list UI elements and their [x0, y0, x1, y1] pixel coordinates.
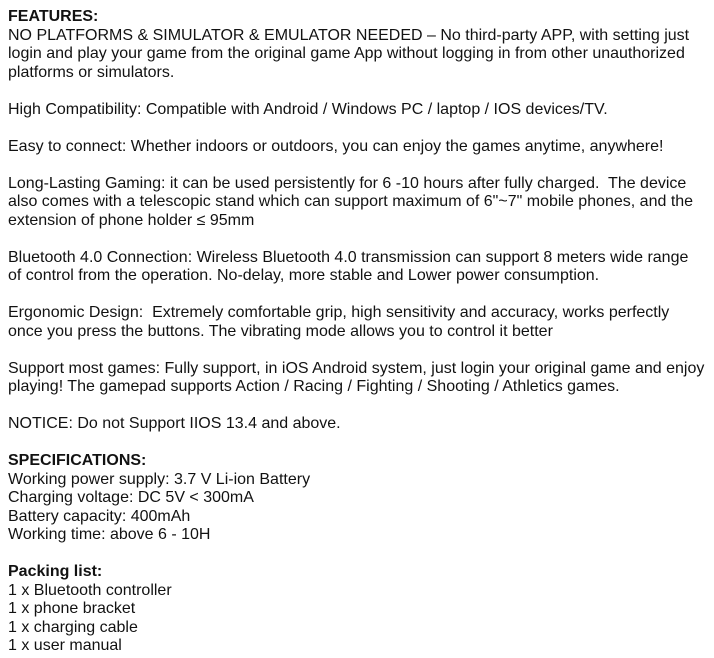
features-section	[8, 8, 709, 434]
feature-no-platforms-needed: NO PLATFORMS & SIMULATOR & EMULATOR NEEDED – No third-party APP, with setting just login and play your game from the original game App without logging in from other unauthorized platforms or simulators.	[8, 26, 694, 81]
feature-support-most-games: Support most games: Fully support, in iOS Android system, just login your original game and enjoy playing! The gamepad supports Action / Racing / Fighting / Shooting / Athletics games.	[8, 359, 709, 395]
packing-list-section	[8, 563, 706, 656]
feature-ergonomic-design: Ergonomic Design: Extremely comfortable grip, high sensitivity and accuracy, works perfectly once you press the buttons. The vibrating mode allows you to control it better	[8, 304, 674, 340]
packing-item-user-manual: 1 x user manual	[8, 637, 122, 654]
packing-item-bluetooth-controller: 1 x Bluetooth controller	[8, 581, 172, 599]
spec-working-time: Working time: above 6 - 10H	[8, 526, 211, 543]
feature-long-lasting-gaming: Long-Lasting Gaming: it can be used persistently for 6 -10 hours after fully charged. The device also comes with a telescopic stand which can support maximum of 6"~7" mobile phones, and the extension of phone holder ≤ 95mm	[8, 174, 698, 229]
feature-high-compatibility: High Compatibility: Compatible with Android / Windows PC / laptop / IOS devices/TV.	[8, 100, 608, 118]
feature-easy-to-connect: Easy to connect: Whether indoors or outdoors, you can enjoy the games anytime, anywhere!	[8, 137, 664, 155]
specifications-heading: SPECIFICATIONS:	[8, 452, 147, 469]
features-heading: FEATURES:	[8, 8, 99, 25]
spec-working-power-supply: Working power supply: 3.7 V Li-ion Battery	[8, 470, 311, 488]
spec-charging-voltage: Charging voltage: DC 5V < 300mA	[8, 489, 254, 506]
packing-list-heading: Packing list:	[8, 563, 103, 580]
feature-bluetooth-connection: Bluetooth 4.0 Connection: Wireless Bluetooth 4.0 transmission can support 8 meters wide range of control from the operation. No-delay, more stable and Lower power consumption.	[8, 248, 693, 284]
spec-battery-capacity: Battery capacity: 400mAh	[8, 507, 191, 525]
packing-item-phone-bracket: 1 x phone bracket	[8, 600, 136, 617]
specifications-section	[8, 452, 706, 545]
packing-item-charging-cable: 1 x charging cable	[8, 618, 138, 636]
notice-text: NOTICE: Do not Support IIOS 13.4 and above.	[8, 415, 341, 432]
